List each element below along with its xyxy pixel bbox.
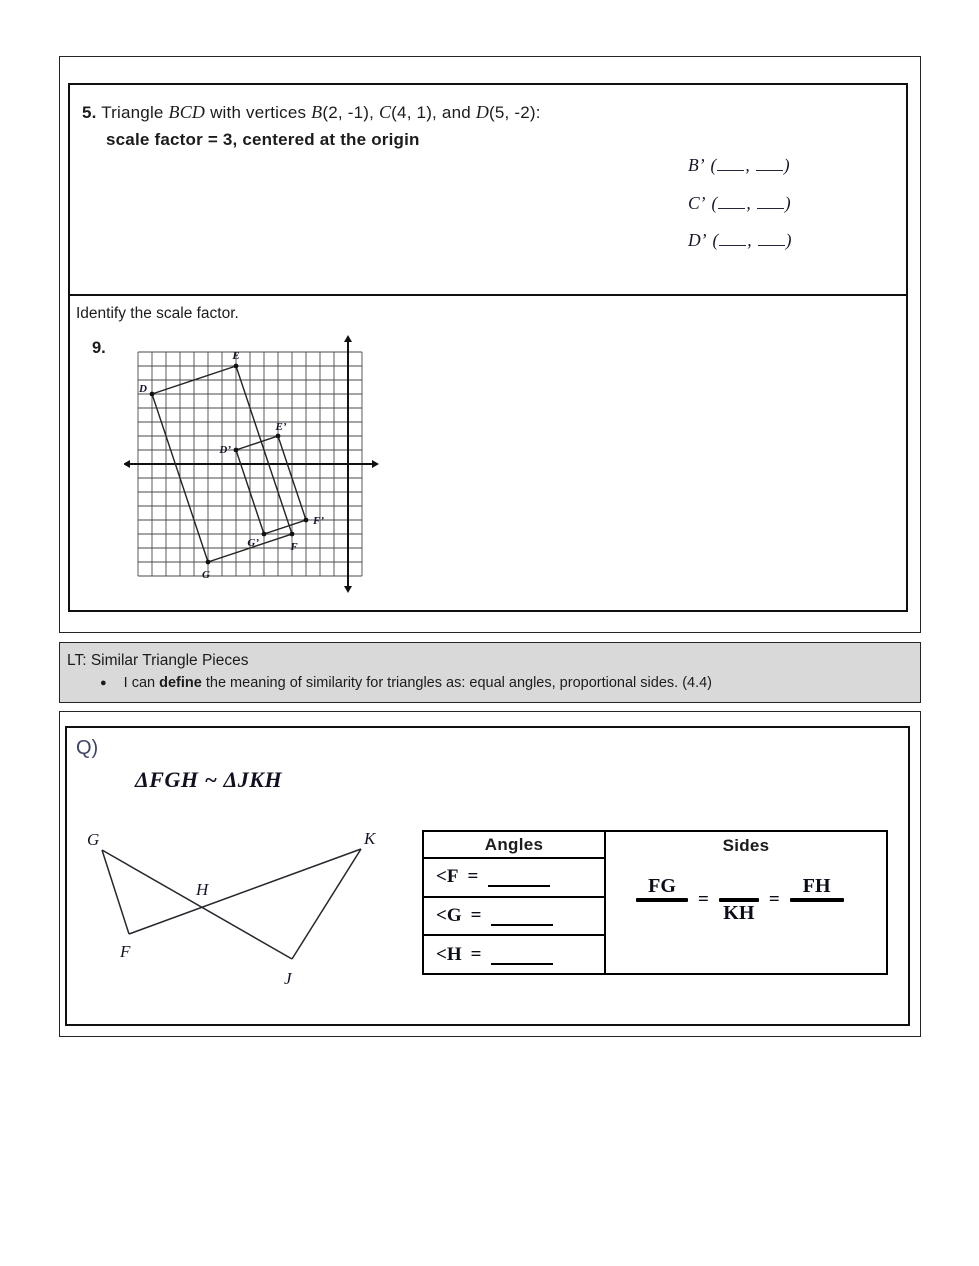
problem9-box [68, 296, 908, 612]
fraction-bar [790, 898, 844, 902]
answer-blank-y [757, 195, 784, 209]
sides-header: Sides [722, 835, 770, 855]
sides-column [606, 832, 886, 973]
worksheet-top-section [59, 56, 921, 633]
bullet-icon: ● [100, 677, 107, 689]
fraction-fg: FG [636, 875, 688, 925]
grid-point-label: F [290, 541, 298, 553]
sides-proportion: FG = KH = FH [606, 859, 886, 925]
figure-vertex-label: H [196, 880, 209, 899]
angle-row-h: <H = [424, 936, 604, 973]
answer-blank-y [756, 157, 783, 171]
grid-point-label: D [139, 383, 147, 395]
figure-vertex-label: J [284, 969, 292, 988]
angle-row-g: <G = [424, 898, 604, 937]
answer-row-b-prime: B’ ( , ) [688, 155, 790, 175]
problem9-number: 9. [92, 339, 106, 357]
grid-point-label: G [202, 569, 210, 581]
problem5-box [68, 83, 908, 296]
vertex-d: D(5, -2): [475, 102, 541, 122]
angle-blank [491, 963, 553, 965]
answer-label: B’ [688, 155, 705, 175]
problem5-text: with vertices [210, 103, 307, 122]
learning-target-goal: ● I can define the meaning of similarity for triangles as: equal angles, proportional sides. (4.4) [100, 675, 713, 691]
problem5-text: and [441, 103, 471, 122]
angles-header: Angles [424, 832, 604, 859]
question-box [65, 726, 910, 1026]
learning-target-band [59, 642, 921, 703]
answer-blank-x [717, 157, 744, 171]
answer-row-c-prime: C’ ( , ) [688, 193, 791, 213]
similarity-statement: ΔFGH ~ ΔJKH [135, 767, 283, 792]
coordinate-grid-figure [124, 334, 386, 598]
fraction-bar [636, 898, 688, 902]
answer-blank-x [718, 195, 745, 209]
angles-column [424, 832, 606, 973]
answer-label: D’ [688, 230, 707, 250]
triangle-name: BCD [168, 102, 206, 122]
grid-point-label: E [232, 350, 240, 362]
angle-row-f: <F = [424, 859, 604, 898]
problem5-statement [82, 102, 541, 123]
vertex-c: C(4, 1), [378, 102, 437, 122]
similar-triangles-figure [84, 819, 394, 999]
grid-point-label: D’ [219, 444, 231, 456]
angle-blank [491, 924, 553, 926]
angles-sides-table [422, 830, 888, 975]
grid-point-label: E’ [275, 421, 287, 433]
grid-point-label: G’ [247, 537, 259, 549]
fraction-kh: KH [719, 875, 759, 925]
answer-row-d-prime: D’ ( , ) [688, 230, 792, 250]
question-label: Q) [76, 737, 99, 759]
vertex-b: B(2, -1), [311, 102, 375, 122]
grid-point-label: F’ [313, 515, 324, 527]
problem5-text: Triangle [101, 103, 164, 122]
figure-vertex-label: F [120, 942, 131, 961]
problem5-number: 5. [82, 103, 97, 122]
figure-vertex-label: G [87, 830, 100, 849]
figure-vertex-label: K [364, 829, 376, 848]
fraction-fh: FH [790, 875, 844, 925]
answer-blank-x [719, 232, 746, 246]
answer-blank-y [758, 232, 785, 246]
angle-blank [488, 885, 550, 887]
learning-target-title: LT: Similar Triangle Pieces [67, 652, 249, 669]
answer-label: C’ [688, 193, 706, 213]
question-section [59, 711, 921, 1037]
problem5-scale-instruction: scale factor = 3, centered at the origin [106, 130, 420, 149]
problem9-instruction: Identify the scale factor. [76, 305, 239, 322]
